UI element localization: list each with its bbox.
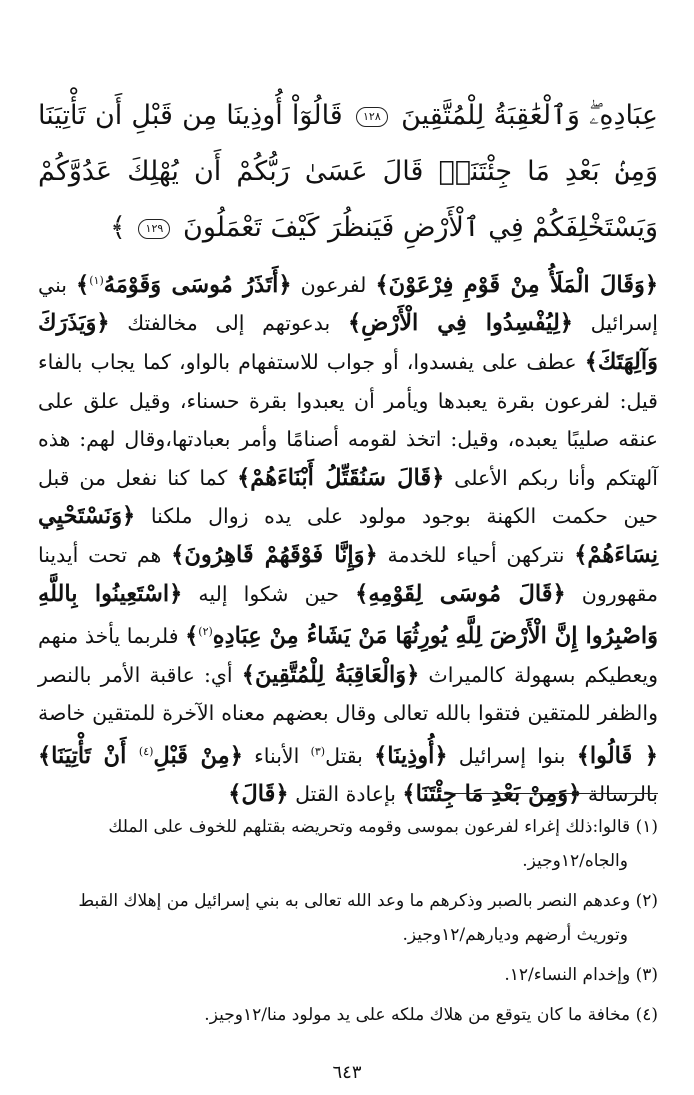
quranic-quote: ﴿قَالَ مُوسَى لِقَوْمِهِ﴾: [355, 580, 566, 607]
quranic-quote: ﴿وَالْعَاقِبَةُ لِلْمُتَّقِينَ﴾: [241, 661, 420, 688]
commentary-text: هم تحت أيدينا مقهورون: [38, 542, 659, 606]
footnote-continuation: وتوريث أرضهم وديارهم/١٢وجيز.: [402, 925, 628, 945]
verse-number-marker: ١٢٨: [356, 107, 388, 127]
footnote-reference: (١): [89, 274, 104, 287]
footnote-divider: [448, 793, 658, 794]
footnote: [38, 810, 658, 878]
footnote-reference: (٤): [138, 744, 154, 758]
footnote-number: (٣): [635, 965, 658, 985]
footnote-reference: (٣): [310, 744, 326, 758]
quranic-quote: ﴿وَنَسْتَحْيِي نِسَاءَهُمْ﴾: [38, 503, 659, 568]
footnote: [38, 998, 658, 1032]
footnote-number: (١): [635, 817, 658, 837]
commentary-text: بقتل: [325, 743, 375, 768]
commentary-text: الأبناء: [242, 743, 311, 768]
quranic-quote: ﴿قَالَ سَنُقَتِّلُ أَبْنَاءَهُمْ﴾: [237, 464, 445, 491]
commentary-text: أي: عاقبة الأمر بالنصر والظفر للمتقين فتقوا بالله تعالى وقال بعضهم معناه الآخرة للمتقين خاصة: [38, 662, 658, 726]
quranic-quote: ﴿قَالَ﴾: [228, 781, 289, 808]
verse-close-bracket: ﴾: [110, 212, 126, 243]
quranic-quote: ﴿أَتَذَرُ مُوسَى وَقَوْمَهُ: [103, 271, 292, 298]
commentary-text: حين شكوا إليه: [182, 581, 356, 606]
commentary-text: بنوا إسرائيل: [447, 743, 577, 768]
quranic-quote: ﴿لِيُفْسِدُوا فِي الْأَرْضِ﴾: [347, 310, 573, 337]
footnote-text: قالوا:ذلك إغراء لفرعون بموسى وقومه وتحريضه بقتلهم للخوف على الملك: [108, 817, 631, 837]
commentary-text: فلربما يأخذ منهم ويعطيكم بسهولة كالميراث: [38, 624, 658, 687]
quranic-quote: ﴿ قَالُوا﴾: [576, 742, 658, 769]
tafsir-commentary: [38, 262, 658, 814]
footnotes: [38, 810, 658, 1038]
commentary-text: بدعوتهم إلى مخالفتك: [109, 311, 348, 336]
footnote: [38, 884, 658, 952]
commentary-text: نتركهن أحياء للخدمة: [377, 542, 575, 567]
quranic-quote: ﴿أُوذِينَا﴾: [374, 742, 448, 769]
footnote-text: وعدهم النصر بالصبر وذكرهم ما وعد الله تعالى به بني إسرائيل من إهلاك القبط: [78, 891, 631, 911]
quranic-quote: أَنْ تَأْتِيَنَا﴾: [38, 742, 139, 769]
footnote: [38, 958, 658, 992]
footnote-continuation: والجاه/١٢وجيز.: [522, 851, 628, 871]
quranic-quote: ﴾: [185, 623, 199, 649]
quranic-quote: ﴿وَيَذَرَكَ وَآلِهَتَكَ﴾: [38, 310, 658, 376]
commentary-text: لفرعون: [291, 272, 376, 297]
quranic-quote: ﴾: [76, 271, 90, 298]
quranic-quote: ﴿وَمِنْ بَعْدِ مَا جِئْتَنَا﴾: [402, 781, 582, 808]
verse-number-marker: ١٢٩: [138, 219, 170, 239]
commentary-text: بإعادة القتل: [288, 782, 403, 807]
commentary-paragraph: [38, 262, 658, 814]
verse-text-1: عِبَادِهِۦۖ وَٱلْعَٰقِبَةُ لِلْمُتَّقِينَ: [401, 100, 658, 131]
quranic-quote: ﴿مِنْ قَبْلِ: [153, 742, 243, 769]
footnote-reference: (٢): [198, 625, 213, 639]
commentary-text: بني إسرائيل: [38, 272, 658, 336]
footnote-number: (٤): [635, 1005, 658, 1025]
footnote-text: وإخدام النساء/١٢.: [504, 965, 631, 985]
quranic-quote: ﴿وَقَالَ الْمَلَأُ مِنْ قَوْمِ فِرْعَوْنَ﴾: [375, 271, 659, 298]
commentary-text: كما كنا نفعل من قبل حين حكمت الكهنة بوجود مولود على يده زوال ملكنا: [38, 465, 658, 529]
quranic-quote: ﴿اسْتَعِينُوا بِاللَّهِ وَاصْبِرُوا إِنَّ الْأَرْضَ لِلَّهِ يُورِثُهَا مَنْ يَشَاءُ مِنْ عِبَادِهِ: [38, 580, 658, 649]
page-number: ٦٤٣: [332, 1062, 362, 1083]
commentary-text: بالرسالة: [581, 782, 658, 807]
verse-text-2: قَالُوٓاْ أُوذِينَا مِن قَبْلِ أَن تَأْتِيَنَا وَمِنۢ بَعْدِ مَا جِئْتَنَاۚ قَالَ عَسَىٰ رَبُّكُمْ أَن يُهْلِكَ عَدُوَّكُمْ وَيَسْتَخْلِفَكُمْ فِي ٱلْأَرْضِ فَيَنظُرَ كَيْفَ تَعْمَلُونَ: [38, 100, 658, 243]
commentary-text: عطف على يفسدوا، أو جواب للاستفهام بالواو، كما يجاب بالفاء قيل: لفرعون بقرة يعبدها ويأمر أن يعبدوا بقرة حسناء، وقيل علق على عنقه صليبًا يعبده، وقيل: اتخذ لقومه أصنامًا وأمر بعبادتها،وقال لهم: هذه آلهتكم وأنا ربكم الأعلى: [38, 350, 658, 490]
quran-verses: [38, 88, 658, 256]
footnote-text: مخافة ما كان يتوقع من هلاك ملكه على يد مولود منا/١٢وجيز.: [204, 1005, 631, 1025]
footnote-number: (٢): [635, 891, 658, 911]
quranic-quote: ﴿وَإِنَّا فَوْقَهُمْ قَاهِرُونَ﴾: [171, 541, 378, 568]
